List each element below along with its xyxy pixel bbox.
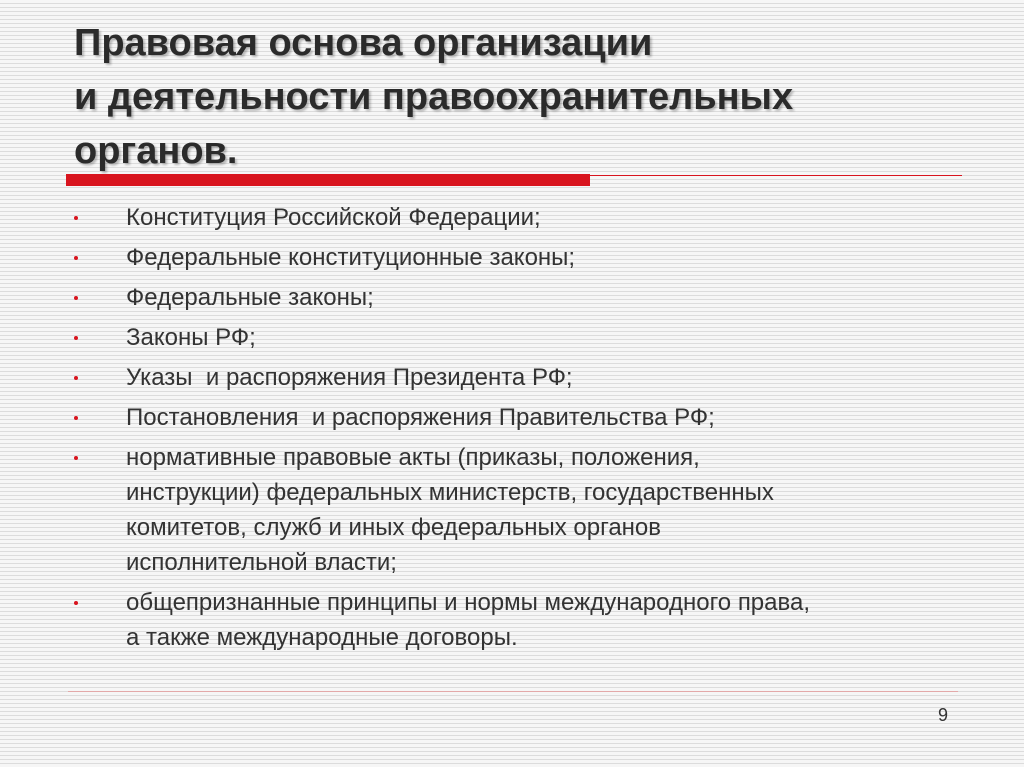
- list-item: [72, 440, 972, 580]
- bullet-icon: [74, 416, 78, 420]
- list-item-text: Федеральные законы;: [126, 284, 374, 311]
- list-item: [72, 240, 972, 275]
- slide-title: [74, 16, 974, 178]
- slide-title-line-3: органов.: [74, 130, 238, 172]
- bullet-icon: [74, 296, 78, 300]
- list-item: [72, 280, 972, 315]
- bullet-icon: [74, 376, 78, 380]
- list-item: [72, 360, 972, 395]
- page-number: 9: [937, 705, 948, 725]
- slide-title-line-1: Правовая основа организации: [74, 22, 653, 64]
- list-item-text: Конституция Российской Федерации;: [126, 204, 541, 231]
- list-item-text: нормативные правовые акты (приказы, положения, инструкции) федеральных министерств, государственных комитетов, служб и иных федеральных органов исполнительной власти;: [126, 444, 774, 576]
- bullet-list: [72, 200, 972, 660]
- bullet-icon: [74, 336, 78, 340]
- title-divider-thin: [590, 175, 962, 176]
- bullet-icon: [74, 456, 78, 460]
- list-item: [72, 200, 972, 235]
- bullet-icon: [74, 216, 78, 220]
- list-item-text: Указы и распоряжения Президента РФ;: [126, 364, 573, 391]
- list-item-text: Законы РФ;: [126, 324, 256, 351]
- list-item-text: Постановления и распоряжения Правительства РФ;: [126, 404, 715, 431]
- slide-title-line-2: и деятельности правоохранительных: [74, 76, 794, 118]
- list-item-text: Федеральные конституционные законы;: [126, 244, 576, 271]
- list-item: [72, 585, 972, 655]
- list-item: [72, 400, 972, 435]
- list-item: [72, 320, 972, 355]
- bullet-icon: [74, 601, 78, 605]
- bullet-icon: [74, 256, 78, 260]
- footer-divider: [68, 691, 958, 692]
- list-item-text: общепризнанные принципы и нормы международного права, а также международные договоры.: [126, 589, 810, 651]
- title-divider-thick: [66, 174, 590, 186]
